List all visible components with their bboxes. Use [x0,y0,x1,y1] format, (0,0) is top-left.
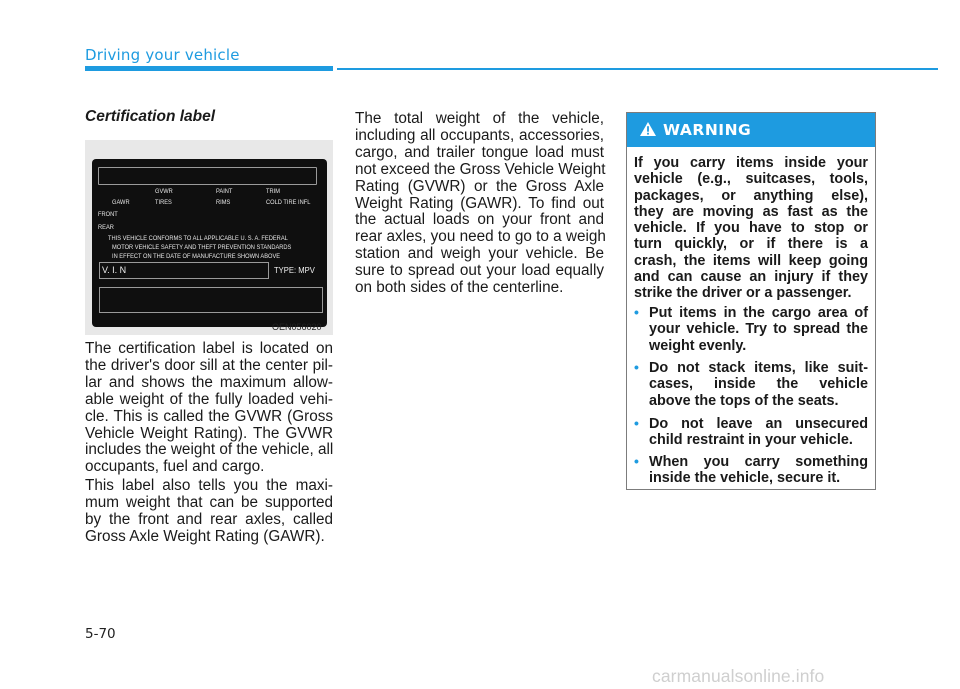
text-line: the driver's door sill at the center pil- [85,356,333,374]
text-line: strike the driver or a passenger. [634,285,852,302]
certification-label-figure [85,140,333,335]
label-top-field [98,167,317,185]
text-line: Weight Rating (GAWR). To find out [355,194,604,212]
text-line: crash, the items will keep going [634,252,868,269]
text-line: above the tops of the seats. [649,392,839,409]
warning-bullet-3 [649,416,868,449]
label-paint: PAINT [216,188,233,195]
warning-bullet-2 [649,360,868,409]
header-rule-thin [337,68,938,70]
text-line: Do not leave an unsecured [649,416,868,432]
label-rims: RIMS [216,199,231,206]
bullet-icon: • [634,415,639,431]
text-line: Do not stack items, like suit- [649,360,868,376]
warning-intro [634,155,868,302]
text-line: If you carry items inside your [634,155,868,171]
text-line: Put items in the cargo area of [649,305,868,321]
text-line: your vehicle. Try to spread the [649,321,868,338]
text-line: rear axles, you need to go to a weigh [355,228,606,246]
label-gvwr: GVWR [155,188,173,195]
label-type: TYPE: MPV [274,265,315,275]
text-line: cargo, and trailer tongue load must [355,143,604,161]
text-line: When you carry something [649,454,868,470]
warning-bullet-1 [649,305,868,354]
text-line: lar and shows the maximum allow- [85,373,333,391]
warning-bullet-4 [649,454,868,487]
label-cold-tire-infl: COLD TIRE INFL [266,199,311,206]
left-paragraph-2 [85,478,333,546]
label-conform-line-2: MOTOR VEHICLE SAFETY AND THEFT PREVENTION STANDARDS [112,244,292,251]
certification-label-heading: Certification label [85,108,216,125]
label-conform-line-3: IN EFFECT ON THE DATE OF MANUFACTURE SHOWN ABOVE [112,253,281,260]
text-line: cases, inside the vehicle [649,376,868,393]
label-front: FRONT [98,211,118,218]
label-vin: V. I. N [102,265,127,275]
label-conform-line-1: THIS VEHICLE CONFORMS TO ALL APPLICABLE U. S. A. FEDERAL [108,235,288,242]
text-line: includes the weight of the vehicle, all [85,441,334,459]
text-line: and can cause an injury if they [634,269,868,286]
text-line: weight evenly. [649,337,747,354]
label-gawr: GAWR [112,199,130,206]
figure-caption: OEN056020 [272,322,322,332]
middle-paragraph [355,111,604,297]
section-header-title: Driving your vehicle [85,46,240,64]
bullet-icon: • [634,453,639,469]
label-bottom-field [99,287,323,313]
text-line: cle. This is called the GVWR (Gross [85,407,333,425]
text-line: occupants, fuel and cargo. [85,458,265,476]
text-line: Vehicle Weight Rating). The GVWR [85,424,333,442]
watermark: carmanualsonline.info [652,666,825,686]
header-rule-thick [85,66,333,71]
text-line: packages, or anything else), [634,187,868,204]
text-line: turn quickly, or if there is a [634,236,868,253]
text-line: mum weight that can be supported [85,493,333,511]
text-line: The certification label is located on [85,340,333,357]
label-rear: REAR [98,224,114,231]
warning-triangle-icon [639,121,657,137]
text-line: they are moving as fast as the [634,203,868,220]
text-line: on both sides of the centerline. [355,279,564,297]
text-line: vehicle (e.g., suitcases, tools, [634,171,868,188]
text-line: including all occupants, accessories, [355,126,604,144]
warning-box [626,112,876,490]
warning-title: WARNING [663,121,752,139]
text-line: able weight of the fully loaded vehi- [85,390,333,408]
text-line: inside the vehicle, secure it. [649,470,841,487]
text-line: not exceed the Gross Vehicle Weight [355,160,606,178]
left-paragraph-1 [85,341,333,476]
certification-label-plate [92,159,327,327]
text-line: vehicle. If you have to stop or [634,220,868,237]
text-line: sure to spread out your load equally [355,262,604,280]
bullet-icon: • [634,359,639,375]
text-line: Rating (GVWR) or the Gross Axle [355,177,604,195]
text-line: the actual loads on your front and [355,211,604,229]
text-line: child restraint in your vehicle. [649,432,853,449]
text-line: station and weigh your vehicle. Be [355,245,604,263]
text-line: The total weight of the vehicle, [355,110,604,127]
text-line: This label also tells you the maxi- [85,477,333,494]
label-tires: TIRES [155,199,172,206]
label-trim: TRIM [266,188,280,195]
text-line: Gross Axle Weight Rating (GAWR). [85,527,325,545]
bullet-icon: • [634,304,639,320]
text-line: by the front and rear axles, called [85,510,333,528]
warning-header [627,113,875,147]
page-number: 5-70 [85,626,116,642]
